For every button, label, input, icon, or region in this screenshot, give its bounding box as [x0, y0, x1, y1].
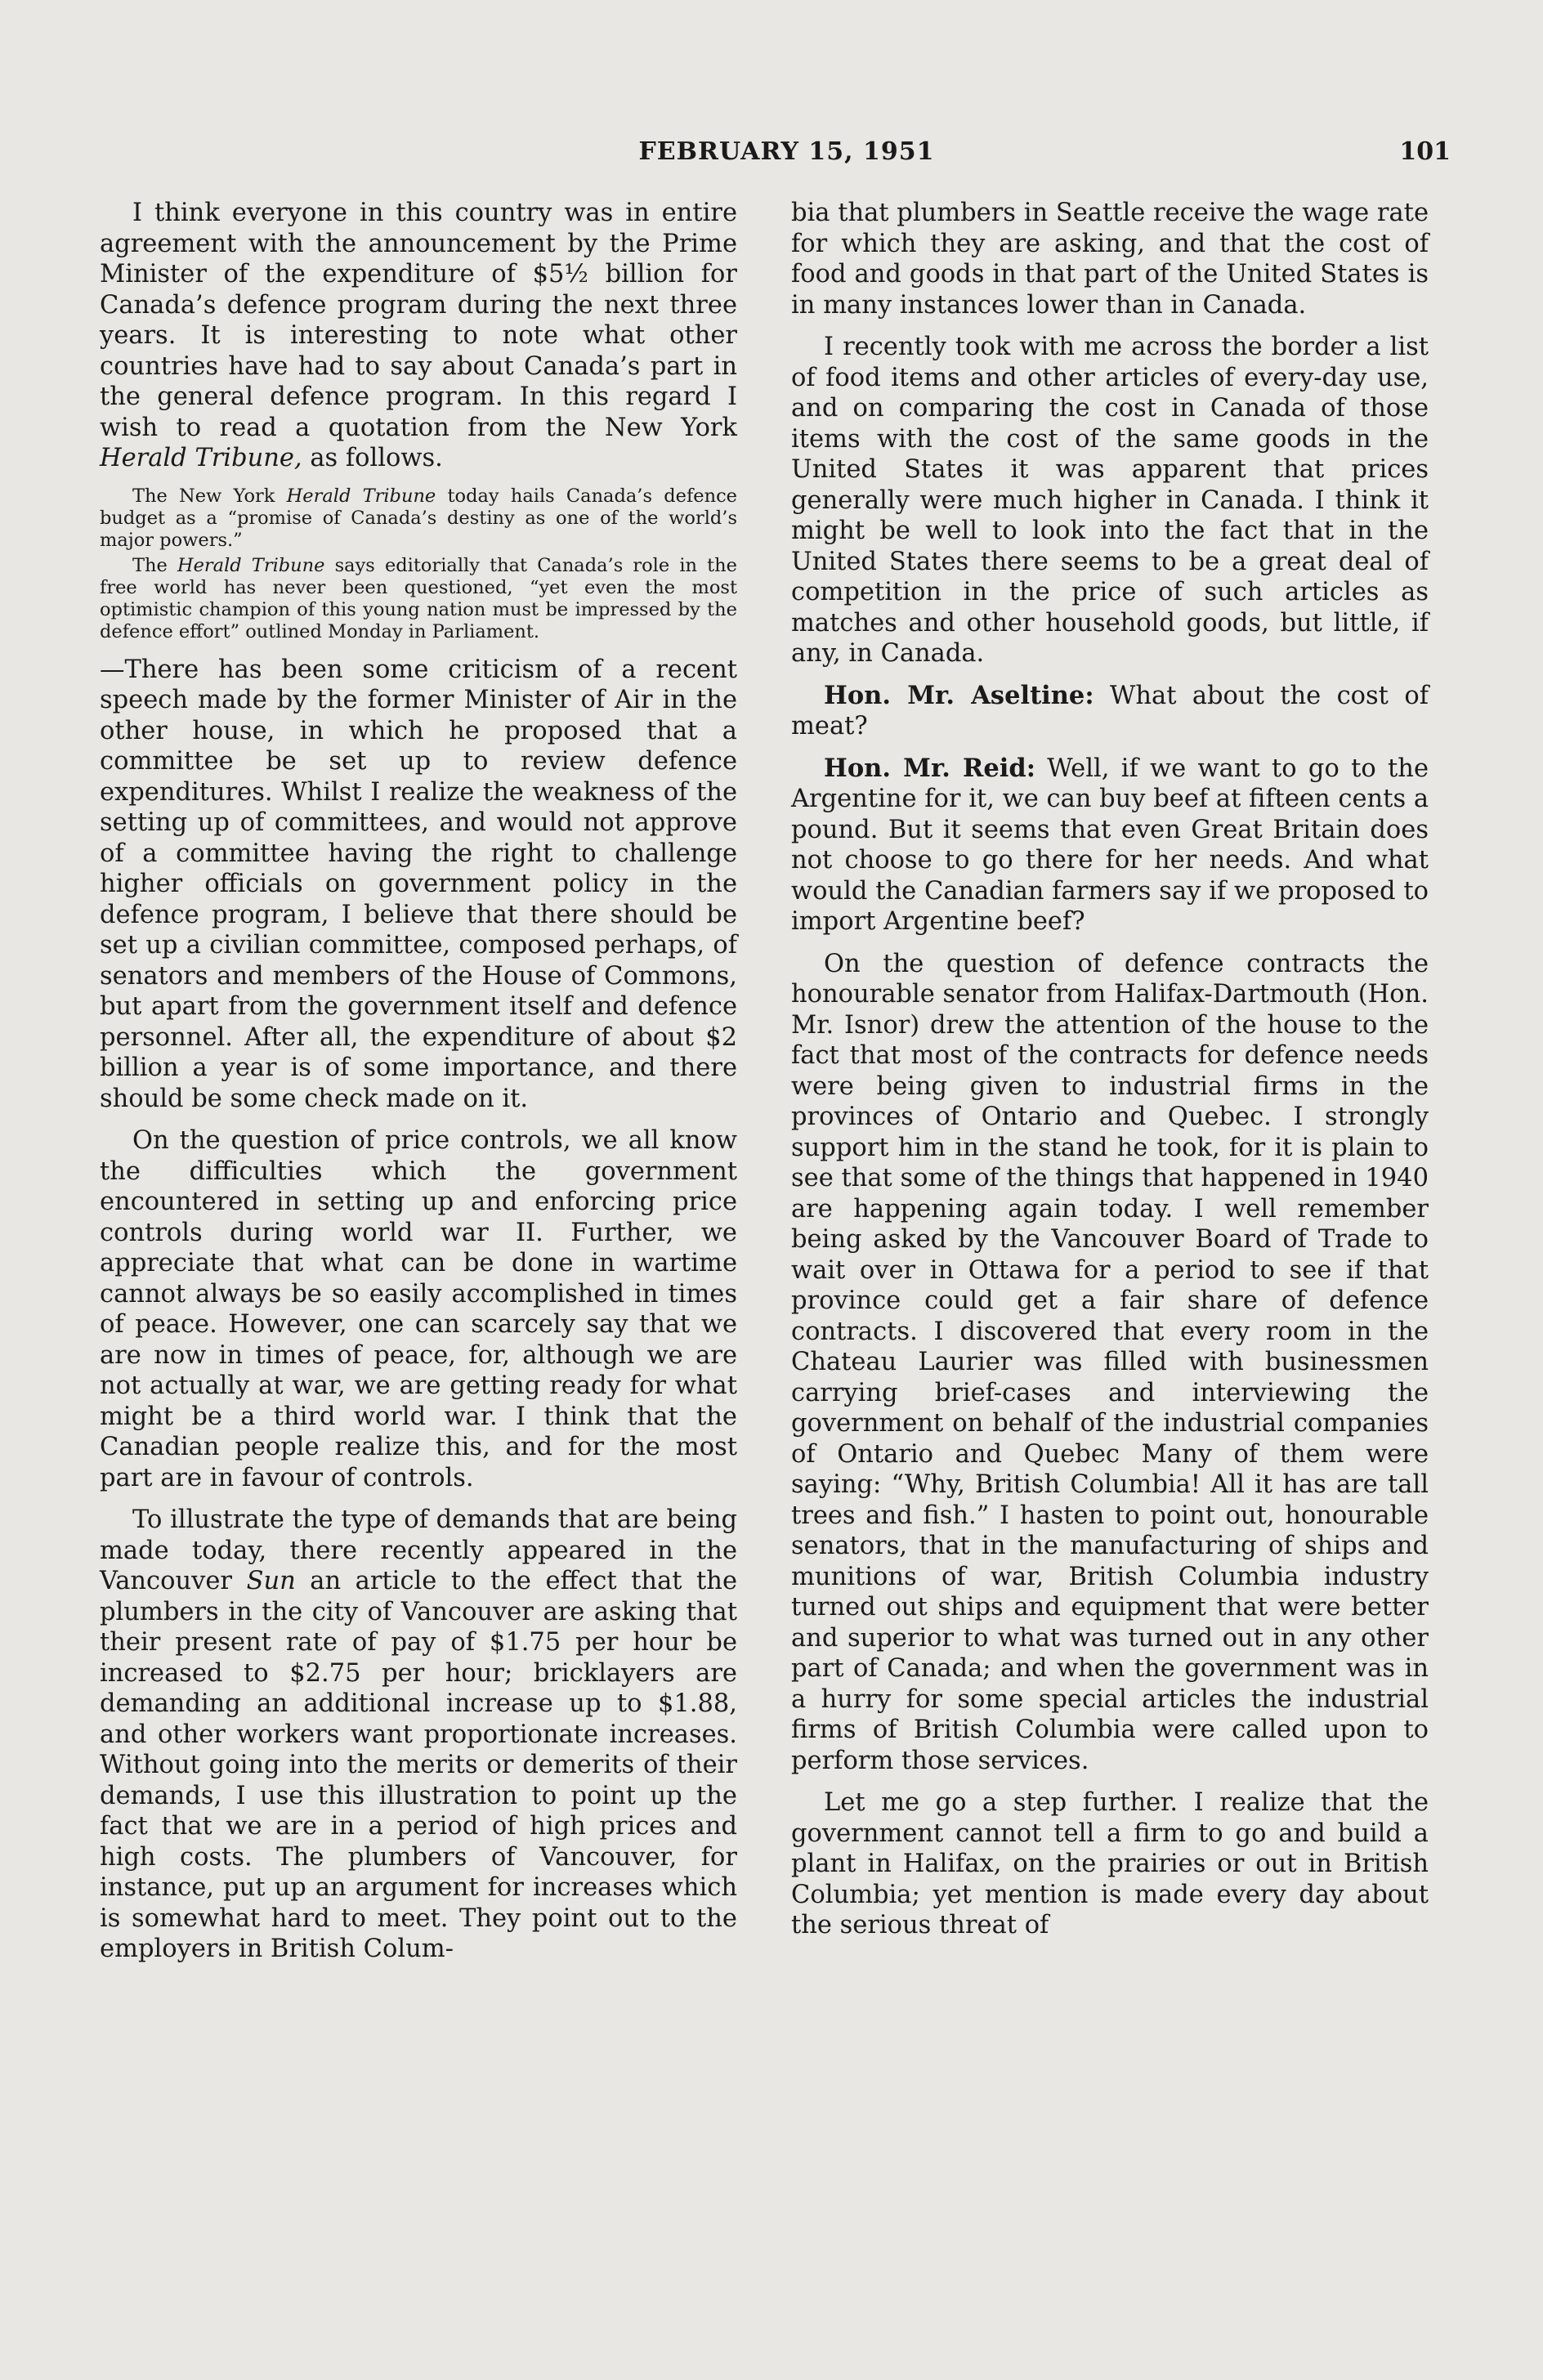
header-date: FEBRUARY 15, 1951 [638, 137, 935, 166]
paragraph: On the question of defence contracts the honourable senator from Halifax-Dartmouth (Hon. Mr. Isnor) drew the attention of the house to the fact that most of the contracts for defence needs were being given to industrial firms in the provinces of Ontario and Quebec. I strongly support him in the stand he took, for it is plain to see that some of the things that happened in 1940 are happening again today. I well remember being asked by the Vancouver Board of Trade to wait over in Ottawa for a period to see if that province could get a fair share of defence contracts. I discovered that every room in the Chateau Laurier was filled with businessmen carrying brief-cases and interviewing the government on behalf of the industrial companies of Ontario and Quebec Many of them were saying: “Why, British Columbia! All it has are tall trees and fish.” I hasten to point out, honourable senators, that in the manufacturing of ships and munitions of war, British Columbia industry turned out ships and equipment that were better and superior to what was turned out in any other part of Canada; and when the government was in a hurry for some special articles the industrial firms of British Columbia were called upon to perform those services. [791, 949, 1429, 1775]
paragraph: I recently took with me across the border a list of food items and other articles of every-day use, and on comparing the cost in Canada of those items with the cost of the same goods in the United States it was apparent that prices generally were much higher in Canada. I think it might be well to look into the fact that in the United States there seems to be a great deal of competition in the price of such articles as matches and other household goods, but little, if any, in Canada. [791, 333, 1429, 668]
paragraph: To illustrate the type of demands that are being made today, there recently appeared in the Vancouver Sun an article to the effect that the plumbers in the city of Vancouver are asking that their present rate of pay of $1.75 per hour be increased to $2.75 per hour; bricklayers are demanding an additional increase up to $1.88, and other workers want proportionate increases. Without going into the merits or demerits of their demands, I use this illustration to point up the fact that we are in a period of high prices and high costs. The plumbers of Vancouver, for instance, put up an argument for increases which is somewhat hard to meet. They point out to the employers in British Colum- [100, 1505, 737, 1963]
paragraph: On the question of price controls, we all know the difficulties which the government encountered in setting up and enforcing price controls during world war II. Further, we appreciate that what can be done in wartime cannot always be so easily accomplished in times of peace. However, one can scarcely say that we are now in times of peace, for, although we are not actually at war, we are getting ready for what might be a third world war. I think that the Canadian people realize this, and for the most part are in favour of controls. [100, 1126, 737, 1492]
speaker-name: Hon. Mr. Aseltine: [824, 680, 1094, 710]
paragraph: Hon. Mr. Aseltine: What about the cost of meat? [791, 680, 1429, 740]
right-column [791, 198, 1429, 1953]
paragraph: —There has been some criticism of a recent speech made by the former Minister of Air in the other house, in which he proposed that a committee be set up to review defence expenditures. Whilst I realize the weakness of the setting up of committees, and would not approve of a committee having the right to challenge higher officials on government policy in the defence program, I believe that there should be set up a civilian committee, composed perhaps, of senators and members of the House of Commons, but apart from the government itself and defence personnel. After all, the expenditure of about $2 billion a year is of some importance, and there should be some check made on it. [100, 655, 737, 1113]
quote-paragraph: The Herald Tribune says editorially that Canada’s role in the free world has never been questioned, “yet even the most optimistic champion of this young nation must be impressed by the defence effort” outlined Monday in Parliament. [100, 554, 737, 642]
page-number: 101 [1399, 137, 1451, 166]
speaker-name: Hon. Mr. Reid: [824, 753, 1035, 783]
paragraph: Let me go a step further. I realize that the government cannot tell a firm to go and build a plant in Halifax, on the prairies or out in British Columbia; yet mention is made every day about the serious threat of [791, 1788, 1429, 1939]
left-column [100, 198, 737, 1976]
paragraph: Hon. Mr. Reid: Well, if we want to go to the Argentine for it, we can buy beef at fifteen cents a pound. But it seems that even Great Britain does not choose to go there for her needs. And what would the Canadian farmers say if we proposed to import Argentine beef? [791, 753, 1429, 936]
page-header [123, 137, 1451, 170]
paragraph: I think everyone in this country was in entire agreement with the announcement by the Prime Minister of the expenditure of $5½ billion for Canada’s defence program during the next three years. It is interesting to note what other countries have had to say about Canada’s part in the general defence program. In this regard I wish to read a quotation from the New York Herald Tribune, as follows. [100, 199, 737, 472]
block-quote [100, 485, 737, 643]
paragraph: bia that plumbers in Seattle receive the wage rate for which they are asking, and that the cost of food and goods in that part of the United States is in many instances lower than in Canada. [791, 199, 1429, 320]
quote-paragraph: The New York Herald Tribune today hails Canada’s defence budget as a “promise of Canada’s destiny as one of the world’s major powers.” [100, 485, 737, 551]
